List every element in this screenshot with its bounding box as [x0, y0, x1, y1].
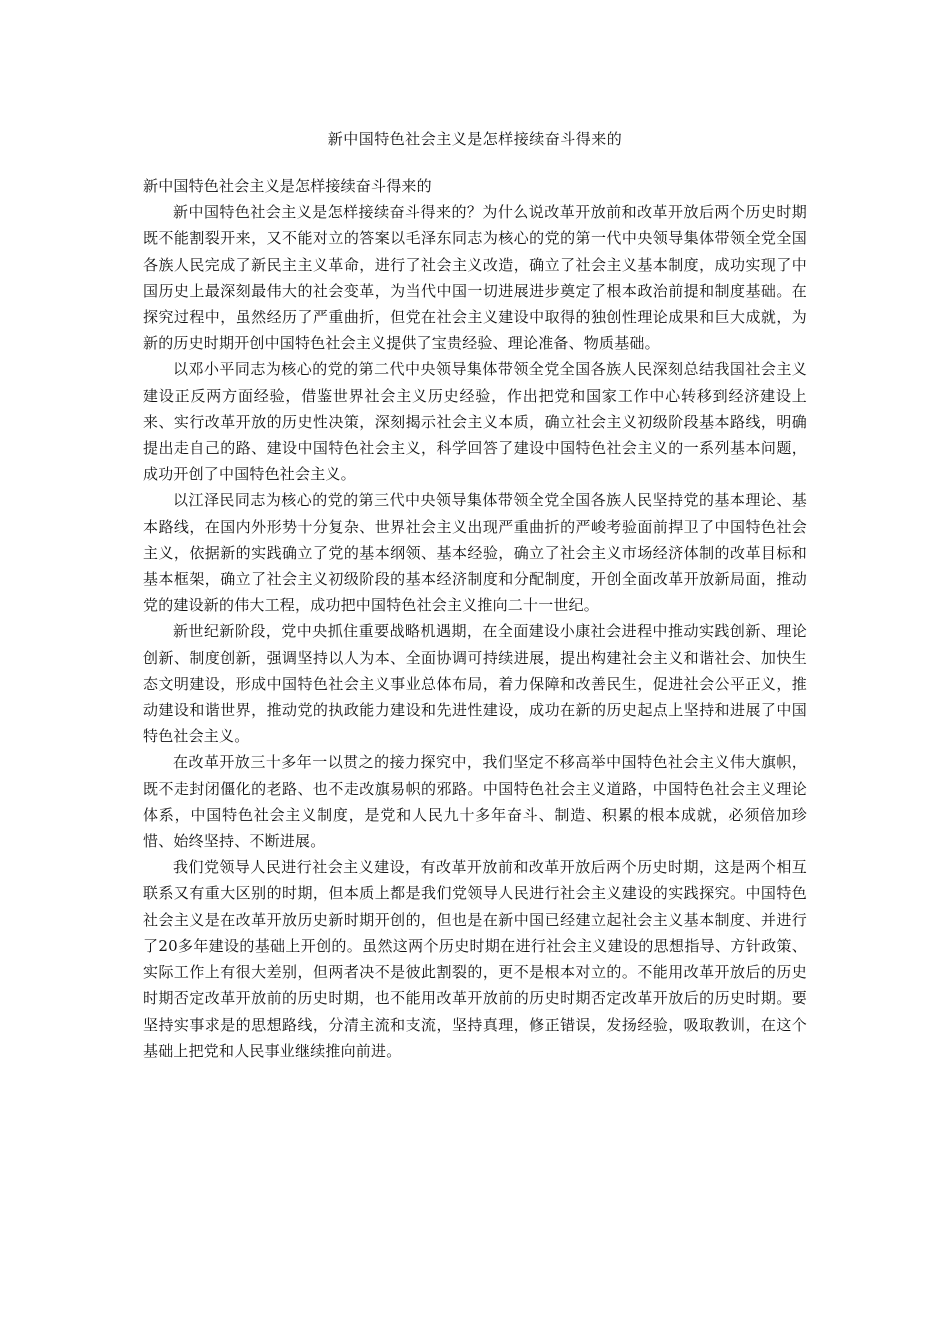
paragraph-1: 新中国特色社会主义是怎样接续奋斗得来的？为什么说改革开放前和改革开放后两个历史时期既不能割裂开来，又不能对立的答案以毛泽东同志为核心的党的第一代中央领导集体带领全党全国各族人民完成了新民主主义革命，进行了社会主义改造，确立了社会主义基本制度，成功实现了中国历史上最深刻最伟大的社会变革，为当代中国一切进展进步奠定了根本政治前提和制度基础。在探究过程中，虽然经历了严重曲折，但党在社会主义建设中取得的独创性理论成果和巨大成就，为新的历史时期开创中国特色社会主义提供了宝贵经验、理论准备、物质基础。	[143, 203, 807, 353]
document-title: 新中国特色社会主义是怎样接续奋斗得来的	[327, 130, 623, 148]
document-body	[143, 173, 807, 1064]
paragraph-2: 以邓小平同志为核心的党的第二代中央领导集体带领全党全国各族人民深刻总结我国社会主义建设正反两方面经验，借鉴世界社会主义历史经验，作出把党和国家工作中心转移到经济建设上来、实行改革开放的历史性决策，深刻揭示社会主义本质，确立社会主义初级阶段基本路线，明确提出走自己的路、建设中国特色社会主义，科学回答了建设中国特色社会主义的一系列基本问题，成功开创了中国特色社会主义。	[143, 360, 807, 484]
paragraph-4: 新世纪新阶段，党中央抓住重要战略机遇期，在全面建设小康社会进程中推动实践创新、理论创新、制度创新，强调坚持以人为本、全面协调可持续进展，提出构建社会主义和谐社会、加快生态文明建设，形成中国特色社会主义事业总体布局，着力保障和改善民生，促进社会公平正义，推动建设和谐世界，推动党的执政能力建设和先进性建设，成功在新的历史起点上坚持和进展了中国特色社会主义。	[143, 622, 807, 746]
document-subtitle: 新中国特色社会主义是怎样接续奋斗得来的	[143, 177, 432, 195]
paragraph-3: 以江泽民同志为核心的党的第三代中央领导集体带领全党全国各族人民坚持党的基本理论、基本路线，在国内外形势十分复杂、世界社会主义出现严重曲折的严峻考验面前捍卫了中国特色社会主义，依据新的实践确立了党的基本纲领、基本经验，确立了社会主义市场经济体制的改革目标和基本框架，确立了社会主义初级阶段的基本经济制度和分配制度，开创全面改革开放新局面，推动党的建设新的伟大工程，成功把中国特色社会主义推向二十一世纪。	[143, 491, 807, 615]
paragraph-5: 在改革开放三十多年一以贯之的接力探究中，我们坚定不移高举中国特色社会主义伟大旗帜，既不走封闭僵化的老路、也不走改旗易帜的邪路。中国特色社会主义道路，中国特色社会主义理论体系，中国特色社会主义制度，是党和人民九十多年奋斗、制造、积累的根本成就，必须倍加珍惜、始终坚持、不断进展。	[143, 753, 807, 851]
paragraph-6: 我们党领导人民进行社会主义建设，有改革开放前和改革开放后两个历史时期，这是两个相互联系又有重大区别的时期，但本质上都是我们党领导人民进行社会主义建设的实践探究。中国特色社会主义是在改革开放历史新时期开创的，但也是在新中国已经建立起社会主义基本制度、并进行了20多年建设的基础上开创的。虽然这两个历史时期在进行社会主义建设的思想指导、方针政策、实际工作上有很大差别，但两者决不是彼此割裂的，更不是根本对立的。不能用改革开放后的历史时期否定改革开放前的历史时期，也不能用改革开放前的历史时期否定改革开放后的历史时期。要坚持实事求是的思想路线，分清主流和支流，坚持真理，修正错误，发扬经验，吸取教训，在这个基础上把党和人民事业继续推向前进。	[143, 858, 807, 1060]
